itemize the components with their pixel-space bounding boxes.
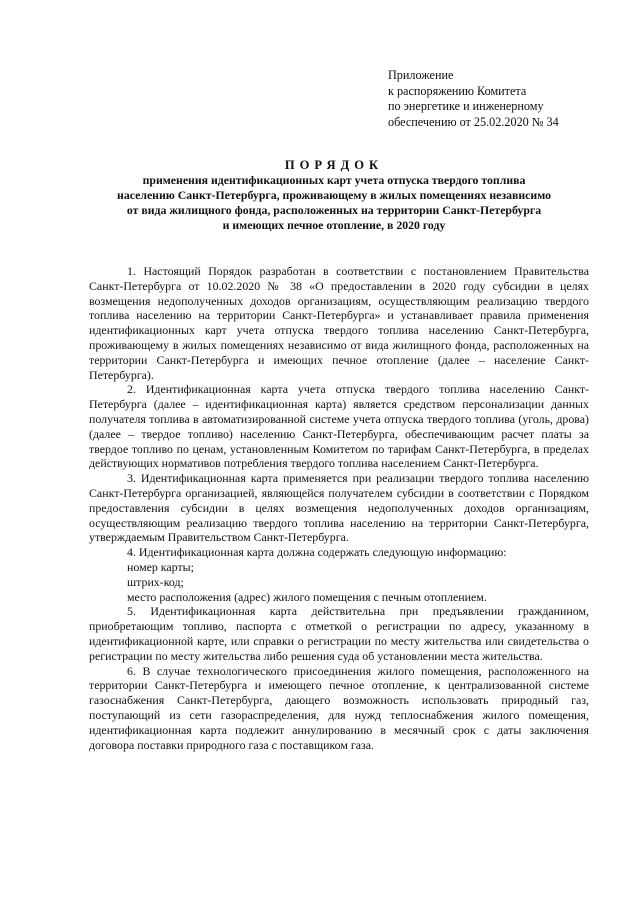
- paragraph-2: 2. Идентификационная карта учета отпуска твердого топлива населению Санкт-Петербурга (далее – идентификационная карта) является средством персонализации данных получателя топлива в автоматизированной системе учета отпуска твердого топлива (уголь, дрова) (далее – твердое топливо) населению Санкт-Петербурга, обеспечивающим расчет платы за твердое топливо по ценам, установленным Комитетом по тарифам Санкт-Петербурга, в пределах действующих нормативов потребления твердого топлива населением Санкт-Петербурга.: [89, 382, 589, 471]
- document-subtitle: [80, 173, 588, 233]
- appendix-line: Приложение: [388, 68, 454, 82]
- subtitle-line: и имеющих печное отопление, в 2020 году: [222, 218, 446, 232]
- paragraph-5: 5. Идентификационная карта действительна при предъявлении гражданином, приобретающим топливо, паспорта с отметкой о регистрации по адресу, указанному в идентификационной карте, или справки о регистрации по месту жительства или свидетельства о регистрации по месту жительства либо решения суда об установлении места жительства.: [89, 604, 589, 663]
- appendix-line: обеспечению от 25.02.2020 № 34: [388, 114, 559, 129]
- paragraph-3: 3. Идентификационная карта применяется при реализации твердого топлива населению Санкт-Петербурга организацией, являющейся получателем субсидии в соответствии с Порядком предоставления субсидии в целях возмещения недополученных доходов организациям, осуществляющим реализацию твердого топлива населению на территории Санкт-Петербурга, утверждаемым Правительством Санкт-Петербурга.: [89, 471, 589, 545]
- list-item: место расположения (адрес) жилого помещения с печным отоплением.: [127, 589, 487, 604]
- appendix-header: [388, 68, 628, 130]
- paragraph-4: 4. Идентификационная карта должна содержать следующую информацию:: [127, 545, 507, 560]
- subtitle-line: применения идентификационных карт учета отпуска твердого топлива: [142, 173, 526, 187]
- document-title: ПОРЯДОК: [284, 158, 384, 172]
- list-item: номер карты;: [127, 559, 194, 574]
- subtitle-line: населению Санкт-Петербурга, проживающему в жилых помещениях независимо: [117, 188, 551, 202]
- paragraph-1: 1. Настоящий Порядок разработан в соответствии с постановлением Правительства Санкт-Петербурга от 10.02.2020 № 38 «О предоставлении в 2020 году субсидии в целях возмещения недополученных доходов организациям, осуществляющим реализацию твердого топлива населению на территории Санкт-Петербурга» и устанавливает правила применения идентификационных карт учета отпуска твердого топлива населению Санкт-Петербурга, проживающему в жилых помещениях независимо от вида жилищного фонда, расположенных на территории Санкт-Петербурга и имеющих печное отопление (далее – население Санкт-Петербурга).: [89, 264, 589, 382]
- list-item: штрих-код;: [127, 574, 184, 589]
- subtitle-line: от вида жилищного фонда, расположенных на территории Санкт-Петербурга: [126, 203, 542, 217]
- appendix-line: к распоряжению Комитета: [388, 83, 527, 98]
- document-body: [89, 264, 589, 752]
- appendix-line: по энергетике и инженерному: [388, 99, 544, 113]
- paragraph-6: 6. В случае технологического присоединения жилого помещения, расположенного на территории Санкт-Петербурга и имеющего печное отопление, к централизованной системе газоснабжения Санкт-Петербурга, дающего возможность использовать природный газ, поступающий из сети газораспределения, для нужд теплоснабжения жилого помещения, идентификационная карта подлежит аннулированию в месячный срок с даты заключения договора поставки природного газа с поставщиком газа.: [89, 663, 589, 752]
